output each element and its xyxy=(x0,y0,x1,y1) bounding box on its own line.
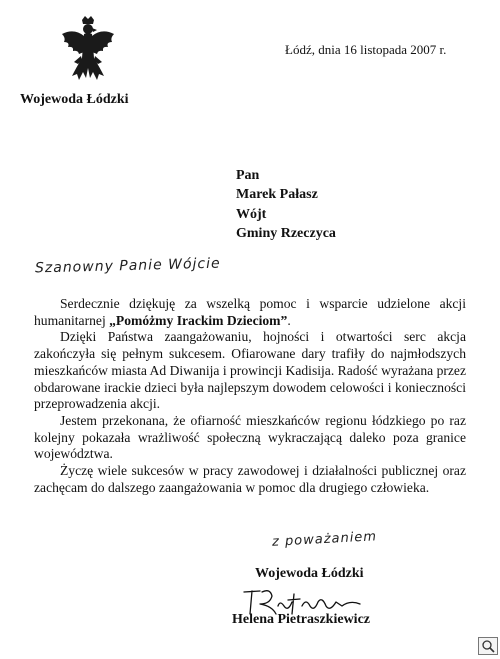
letter-body xyxy=(34,296,466,496)
body-paragraph: Życzę wiele sukcesów w pracy zawodowej i działalności publicznej oraz zachęcam do dalszego zaangażowania w pomoc dla drugiego człowieka. xyxy=(34,463,466,495)
paragraph-text: Serdecznie dziękuję za wszelką pomoc i wsparcie udzielone akcji humanitarnej xyxy=(34,296,466,328)
recipient-address xyxy=(236,166,336,243)
signatory-name: Helena Pietraszkiewicz xyxy=(232,612,371,627)
paragraph-end: . xyxy=(287,312,291,328)
signature-title: Wojewoda Łódzki xyxy=(255,566,364,581)
handwritten-salutation: Szanowny Panie Wójcie xyxy=(34,255,221,277)
body-paragraph: Jestem przekonana, że ofiarność mieszkańców regionu łódzkiego po raz kolejny pokazała wrażliwość społeczną wykraczającą daleko poza granice województwa. xyxy=(34,412,466,462)
recipient-position: Wójt xyxy=(236,206,267,222)
body-paragraph xyxy=(34,296,466,329)
body-paragraph: Dzięki Państwa zaangażowaniu, hojności i otwartości serc akcja zakończyła się pełnym sukcesem. Ofiarowane dary trafiły do najmłodszych mieszkańców miasta Ad Diwanija i prowincji Kadisija. Radość wyrażana przez obdarowane irackie dzieci była najlepszym dowodem celowości i konieczności przeprowadzenia akcji. xyxy=(34,329,466,412)
campaign-name: „Pomóżmy Irackim Dzieciom” xyxy=(109,312,288,328)
recipient-name: Marek Pałasz xyxy=(236,187,318,203)
polish-eagle-emblem-icon xyxy=(60,14,116,84)
recipient-municipality: Gminy Rzeczyca xyxy=(236,225,336,241)
zoom-icon[interactable] xyxy=(478,637,498,655)
recipient-line: Pan xyxy=(236,168,260,183)
handwritten-closing: z poważaniem xyxy=(271,529,378,550)
office-title: Wojewoda Łódzki xyxy=(20,92,129,107)
letter-date: Łódź, dnia 16 listopada 2007 r. xyxy=(285,42,447,57)
